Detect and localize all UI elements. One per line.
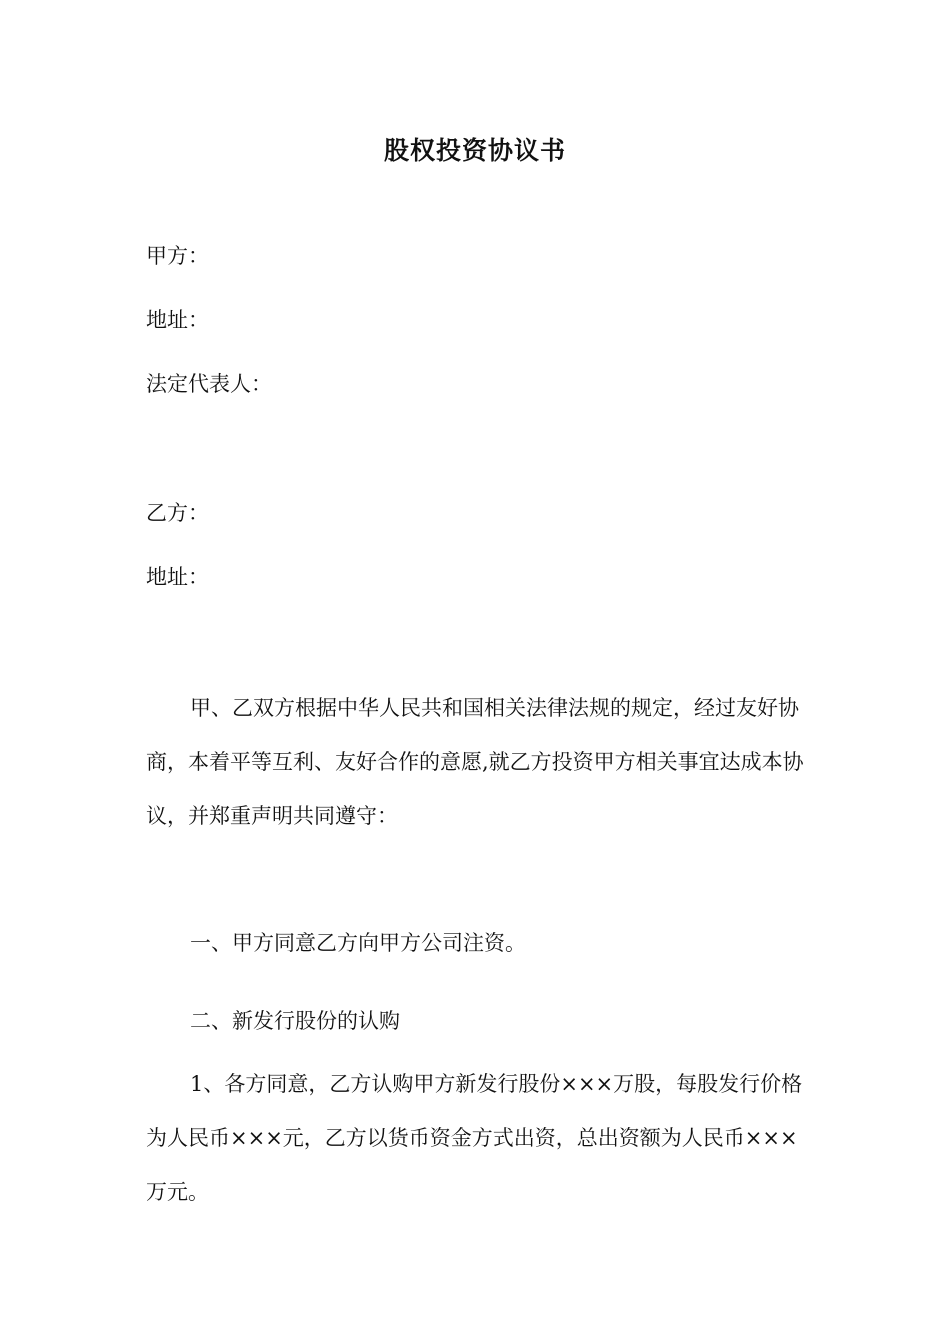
clause-2-item-1-paragraph xyxy=(146,1057,806,1219)
clause-2-heading: 二、新发行股份的认购 xyxy=(190,1009,400,1033)
document-title: 股权投资协议书 xyxy=(383,136,566,165)
clause-2-item-1-text: 1、各方同意，乙方认购甲方新发行股份×××万股，每股发行价格为人民币×××元，乙方以货币资金方式出资，总出资额为人民币×××万元。 xyxy=(146,1072,803,1204)
preamble-text: 甲、乙双方根据中华人民共和国相关法律法规的规定，经过友好协商，本着平等互利、友好合作的意愿,就乙方投资甲方相关事宜达成本协议，并郑重声明共同遵守： xyxy=(146,696,804,828)
party-a-legal-rep-label: 法定代表人： xyxy=(146,372,272,396)
party-b-address-label: 地址： xyxy=(146,565,209,589)
party-a-address-label: 地址： xyxy=(146,308,209,332)
party-b-label: 乙方： xyxy=(146,501,209,525)
party-a-label: 甲方： xyxy=(146,244,209,268)
clause-1: 一、甲方同意乙方向甲方公司注资。 xyxy=(190,931,526,955)
preamble-paragraph xyxy=(146,681,806,843)
